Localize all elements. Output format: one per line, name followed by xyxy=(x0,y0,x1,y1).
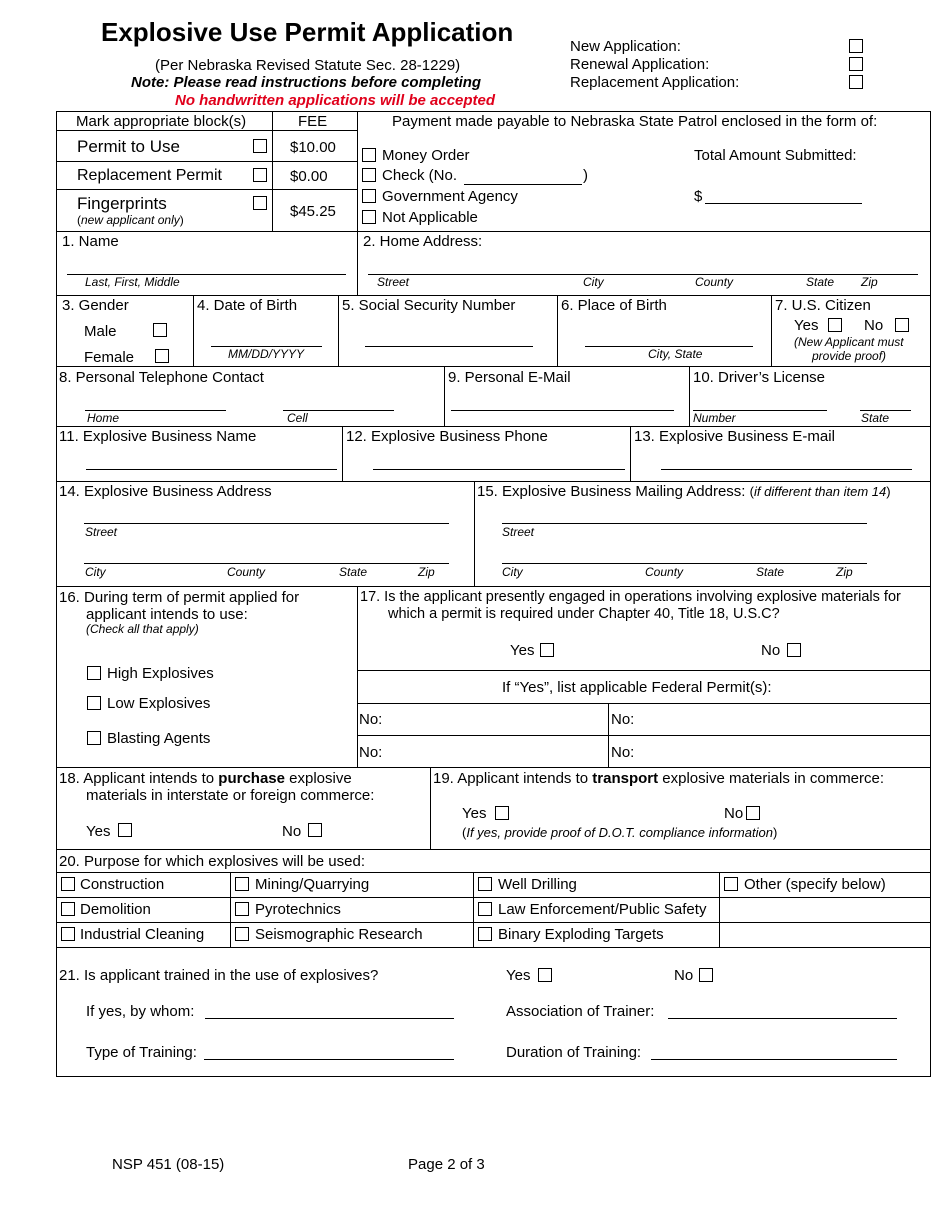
check-checkbox[interactable] xyxy=(362,168,376,182)
mining-label: Mining/Quarrying xyxy=(255,876,370,893)
federal-permit-no-1[interactable]: No: xyxy=(359,711,383,728)
q4-dob-label: 4. Date of Birth xyxy=(197,297,298,314)
q16-line1: 16. During term of permit applied for xyxy=(59,589,300,606)
not-applicable-checkbox[interactable] xyxy=(362,210,376,224)
q18-line2: materials in interstate or foreign commerce: xyxy=(86,787,375,804)
industrial-cleaning-label: Industrial Cleaning xyxy=(80,926,205,943)
pyrotechnics-checkbox[interactable] xyxy=(235,902,249,916)
place-of-birth-sublabel: City, State xyxy=(648,347,703,361)
federal-permit-no-4[interactable]: No: xyxy=(611,744,635,761)
q13-business-email-label: 13. Explosive Business E-mail xyxy=(634,428,835,445)
q6-place-of-birth-label: 6. Place of Birth xyxy=(561,297,667,314)
training-duration-field[interactable] xyxy=(651,1059,897,1060)
home-state-sublabel: State xyxy=(806,275,835,289)
well-drilling-checkbox[interactable] xyxy=(478,877,492,891)
business-email-field[interactable] xyxy=(661,469,912,470)
male-checkbox[interactable] xyxy=(153,323,167,337)
fingerprints-fee: $45.25 xyxy=(290,203,336,220)
page-number: Page 2 of 3 xyxy=(408,1156,485,1173)
government-agency-checkbox[interactable] xyxy=(362,189,376,203)
q7-citizen-label: 7. U.S. Citizen xyxy=(775,297,871,314)
q18-yes-label: Yes xyxy=(86,823,111,840)
training-type-label: Type of Training: xyxy=(86,1044,197,1061)
male-label: Male xyxy=(84,323,117,340)
q17-yes-label: Yes xyxy=(510,642,535,659)
money-order-checkbox[interactable] xyxy=(362,148,376,162)
check-label: Check (No. xyxy=(382,167,458,184)
q19-yes-checkbox[interactable] xyxy=(495,806,509,820)
q16-note: (Check all that apply) xyxy=(86,622,199,636)
mailing-county-sublabel: County xyxy=(645,565,684,579)
trainer-field[interactable] xyxy=(205,1018,454,1019)
home-address-field[interactable] xyxy=(368,274,918,275)
replacement-application-checkbox[interactable] xyxy=(849,75,863,89)
mailing-city-field[interactable] xyxy=(502,563,867,564)
other-checkbox[interactable] xyxy=(724,877,738,891)
mailing-zip-sublabel: Zip xyxy=(836,565,853,579)
high-explosives-checkbox[interactable] xyxy=(87,666,101,680)
federal-permit-no-2[interactable]: No: xyxy=(611,711,635,728)
federal-permit-no-3[interactable]: No: xyxy=(359,744,383,761)
total-amount-field[interactable] xyxy=(705,203,862,204)
female-label: Female xyxy=(84,349,135,366)
low-explosives-checkbox[interactable] xyxy=(87,696,101,710)
home-street-sublabel: Street xyxy=(377,275,410,289)
q11-business-name-label: 11. Explosive Business Name xyxy=(59,428,257,445)
construction-label: Construction xyxy=(80,876,165,893)
binary-targets-checkbox[interactable] xyxy=(478,927,492,941)
citizen-no-label: No xyxy=(864,317,884,334)
dob-sublabel: MM/DD/YYYY xyxy=(228,347,305,361)
association-field[interactable] xyxy=(668,1018,897,1019)
fee-col-block: Mark appropriate block(s) xyxy=(76,113,247,130)
law-enforcement-label: Law Enforcement/Public Safety xyxy=(498,901,707,918)
money-order-label: Money Order xyxy=(382,147,470,164)
q18-yes-checkbox[interactable] xyxy=(118,823,132,837)
q18-no-label: No xyxy=(282,823,302,840)
not-applicable-label: Not Applicable xyxy=(382,209,478,226)
well-drilling-label: Well Drilling xyxy=(498,876,577,893)
q19-no-label: No xyxy=(724,805,744,822)
high-explosives-label: High Explosives xyxy=(107,665,214,682)
blasting-agents-label: Blasting Agents xyxy=(107,730,211,747)
government-agency-label: Government Agency xyxy=(382,188,518,205)
q18-line1: 18. Applicant intends to purchase explosive xyxy=(59,770,352,787)
q17-no-checkbox[interactable] xyxy=(787,643,801,657)
replacement-permit-label: Replacement Permit xyxy=(77,167,222,184)
construction-checkbox[interactable] xyxy=(61,877,75,891)
home-county-sublabel: County xyxy=(695,275,734,289)
q15-mailing-address-label: 15. Explosive Business Mailing Address: (if different than item 14) xyxy=(477,483,891,500)
law-enforcement-checkbox[interactable] xyxy=(478,902,492,916)
q3-gender-label: 3. Gender xyxy=(62,297,129,314)
business-state-sublabel: State xyxy=(339,565,368,579)
cell-phone-sublabel: Cell xyxy=(287,411,308,425)
low-explosives-label: Low Explosives xyxy=(107,695,211,712)
mailing-street-sublabel: Street xyxy=(502,525,535,539)
business-county-sublabel: County xyxy=(227,565,266,579)
industrial-cleaning-checkbox[interactable] xyxy=(61,927,75,941)
citizen-yes-label: Yes xyxy=(794,317,819,334)
business-phone-field[interactable] xyxy=(373,469,625,470)
q17-no-label: No xyxy=(761,642,781,659)
q21-yes-label: Yes xyxy=(506,967,531,984)
replacement-permit-fee: $0.00 xyxy=(290,168,328,185)
q19-yes-label: Yes xyxy=(462,805,487,822)
demolition-label: Demolition xyxy=(80,901,151,918)
license-number-sublabel: Number xyxy=(693,411,736,425)
mining-checkbox[interactable] xyxy=(235,877,249,891)
citizen-note-line2: provide proof) xyxy=(812,349,887,363)
q8-phone-label: 8. Personal Telephone Contact xyxy=(59,369,264,386)
new-application-checkbox[interactable] xyxy=(849,39,863,53)
q10-license-label: 10. Driver’s License xyxy=(693,369,826,386)
citizen-note-line1: (New Applicant must xyxy=(794,335,904,349)
handwritten-warning: No handwritten applications will be accepted xyxy=(175,92,496,109)
permit-to-use-fee: $10.00 xyxy=(290,139,336,156)
q9-email-label: 9. Personal E-Mail xyxy=(448,369,571,386)
association-label: Association of Trainer: xyxy=(506,1003,655,1020)
trainer-label: If yes, by whom: xyxy=(86,1003,195,1020)
permit-to-use-label: Permit to Use xyxy=(77,137,180,156)
q21-no-label: No xyxy=(674,967,694,984)
female-checkbox[interactable] xyxy=(155,349,169,363)
mailing-city-sublabel: City xyxy=(502,565,523,579)
check-close-paren: ) xyxy=(583,167,588,184)
home-phone-sublabel: Home xyxy=(87,411,120,425)
business-street-field[interactable] xyxy=(84,523,449,524)
business-name-field[interactable] xyxy=(86,469,337,470)
training-type-field[interactable] xyxy=(204,1059,454,1060)
business-city-sublabel: City xyxy=(85,565,106,579)
pyrotechnics-label: Pyrotechnics xyxy=(255,901,341,918)
mailing-state-sublabel: State xyxy=(756,565,785,579)
q21-yes-checkbox[interactable] xyxy=(538,968,552,982)
q2-home-address-label: 2. Home Address: xyxy=(363,233,483,250)
fingerprints-checkbox[interactable] xyxy=(253,196,267,210)
business-city-field[interactable] xyxy=(84,563,449,564)
fee-col-fee: FEE xyxy=(298,113,328,130)
demolition-checkbox[interactable] xyxy=(61,902,75,916)
dollar-sign: $ xyxy=(694,188,703,205)
binary-targets-label: Binary Exploding Targets xyxy=(498,926,664,943)
q12-business-phone-label: 12. Explosive Business Phone xyxy=(346,428,548,445)
instructions-note: Note: Please read instructions before completing xyxy=(131,74,482,91)
business-zip-sublabel: Zip xyxy=(418,565,435,579)
form-number: NSP 451 (08-15) xyxy=(112,1156,225,1173)
seismographic-label: Seismographic Research xyxy=(255,926,423,943)
replacement-permit-checkbox[interactable] xyxy=(253,168,267,182)
check-number-field[interactable] xyxy=(464,184,582,185)
q20-label: 20. Purpose for which explosives will be used: xyxy=(59,853,365,870)
renewal-application-label: Renewal Application: xyxy=(570,56,710,73)
name-sublabel: Last, First, Middle xyxy=(85,275,180,289)
federal-permits-heading: If “Yes”, list applicable Federal Permit(s): xyxy=(502,679,772,696)
personal-email-field[interactable] xyxy=(451,410,674,411)
fingerprints-note: (new applicant only) xyxy=(77,213,184,227)
renewal-application-checkbox[interactable] xyxy=(849,57,863,71)
total-amount-label: Total Amount Submitted: xyxy=(694,147,857,164)
training-duration-label: Duration of Training: xyxy=(506,1044,642,1061)
q14-business-address-label: 14. Explosive Business Address xyxy=(59,483,272,500)
replacement-application-label: Replacement Application: xyxy=(570,74,740,91)
license-state-sublabel: State xyxy=(861,411,890,425)
business-street-sublabel: Street xyxy=(85,525,118,539)
citizen-no-checkbox[interactable] xyxy=(895,318,909,332)
fingerprints-label: Fingerprints xyxy=(77,194,167,213)
q21-label: 21. Is applicant trained in the use of explosives? xyxy=(59,967,379,984)
q17-yes-checkbox[interactable] xyxy=(540,643,554,657)
form-title: Explosive Use Permit Application xyxy=(101,17,514,47)
q16-line2: applicant intends to use: xyxy=(86,606,248,623)
new-application-label: New Application: xyxy=(570,38,681,55)
seismographic-checkbox[interactable] xyxy=(235,927,249,941)
home-zip-sublabel: Zip xyxy=(861,275,878,289)
q17-line1: 17. Is the applicant presently engaged in operations involving explosive materials for xyxy=(360,589,901,605)
q19-no-checkbox[interactable] xyxy=(746,806,760,820)
permit-to-use-checkbox[interactable] xyxy=(253,139,267,153)
ssn-field[interactable] xyxy=(365,346,533,347)
home-city-sublabel: City xyxy=(583,275,604,289)
citizen-yes-checkbox[interactable] xyxy=(828,318,842,332)
q21-no-checkbox[interactable] xyxy=(699,968,713,982)
q17-line2: which a permit is required under Chapter 40, Title 18, U.S.C? xyxy=(388,606,780,622)
statute-reference: (Per Nebraska Revised Statute Sec. 28-1229) xyxy=(155,57,461,74)
q18-no-checkbox[interactable] xyxy=(308,823,322,837)
q5-ssn-label: 5. Social Security Number xyxy=(342,297,516,314)
blasting-agents-checkbox[interactable] xyxy=(87,731,101,745)
q1-name-label: 1. Name xyxy=(62,233,119,250)
other-label: Other (specify below) xyxy=(744,876,886,893)
payment-heading: Payment made payable to Nebraska State Patrol enclosed in the form of: xyxy=(392,113,878,130)
mailing-street-field[interactable] xyxy=(502,523,867,524)
q19-note: (If yes, provide proof of D.O.T. compliance information) xyxy=(462,825,778,840)
q19-line1: 19. Applicant intends to transport explosive materials in commerce: xyxy=(433,770,885,787)
